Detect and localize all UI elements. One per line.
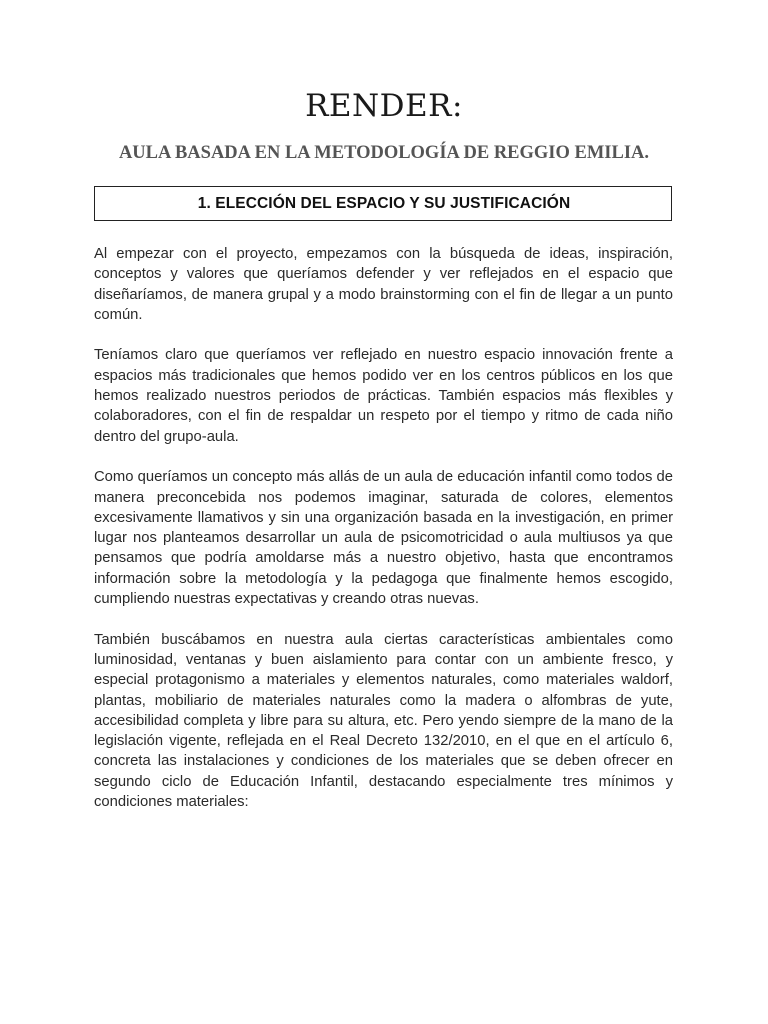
paragraph: Al empezar con el proyecto, empezamos con la búsqueda de ideas, inspiración, conceptos y valores que queríamos defender y ver reflejados en el espacio que diseñaríamos, de manera grupal y a modo brainstorming con el fin de llegar a un punto común.	[94, 246, 673, 323]
paragraph: Como queríamos un concepto más allás de un aula de educación infantil como todos de manera preconcebida nos podemos imaginar, saturada de colores, elementos excesivamente llamativos y sin una organización basada en la investigación, en primer lugar nos planteamos desarrollar un aula de psicomotricidad o aula multiusos ya que pensamos que podría amoldarse más a nuestro objetivo, hasta que encontramos información sobre la metodología y la pedagoga que finalmente hemos escogido, cumpliendo nuestras expectativas y creando otras nuevas.	[94, 469, 673, 608]
section-heading-box	[94, 186, 672, 221]
paragraph: También buscábamos en nuestra aula ciertas características ambientales como luminosidad, ventanas y buen aislamiento para contar con un ambiente fresco, y especial protagonismo a materiales y elementos naturales, como materiales waldorf, plantas, mobiliario de materiales naturales como la madera o alfombras de yute, accesibilidad completa y libre para su altura, etc. Pero yendo siempre de la mano de la legislación vigente, reflejada en el Real Decreto 132/2010, en el que en el artículo 6, concreta las instalaciones y condiciones de los materiales que se deben ofrecer en segundo ciclo de Educación Infantil, destacando especialmente tres mínimos y condiciones materiales:	[94, 631, 673, 811]
section-heading: 1. ELECCIÓN DEL ESPACIO Y SU JUSTIFICACIÓN	[197, 195, 571, 212]
page-subtitle: AULA BASADA EN LA METODOLOGÍA DE REGGIO EMILIA.	[118, 143, 650, 163]
body-text	[94, 244, 673, 833]
paragraph: Teníamos claro que queríamos ver reflejado en nuestro espacio innovación frente a espacios más tradicionales que hemos podido ver en los centros públicos en los que hemos realizado nuestros periodos de prácticas. También espacios más flexibles y colaboradores, con el fin de respaldar un respeto por el tiempo y ritmo de cada niño dentro del grupo-aula.	[94, 347, 673, 445]
page-title: RENDER:	[305, 88, 463, 124]
